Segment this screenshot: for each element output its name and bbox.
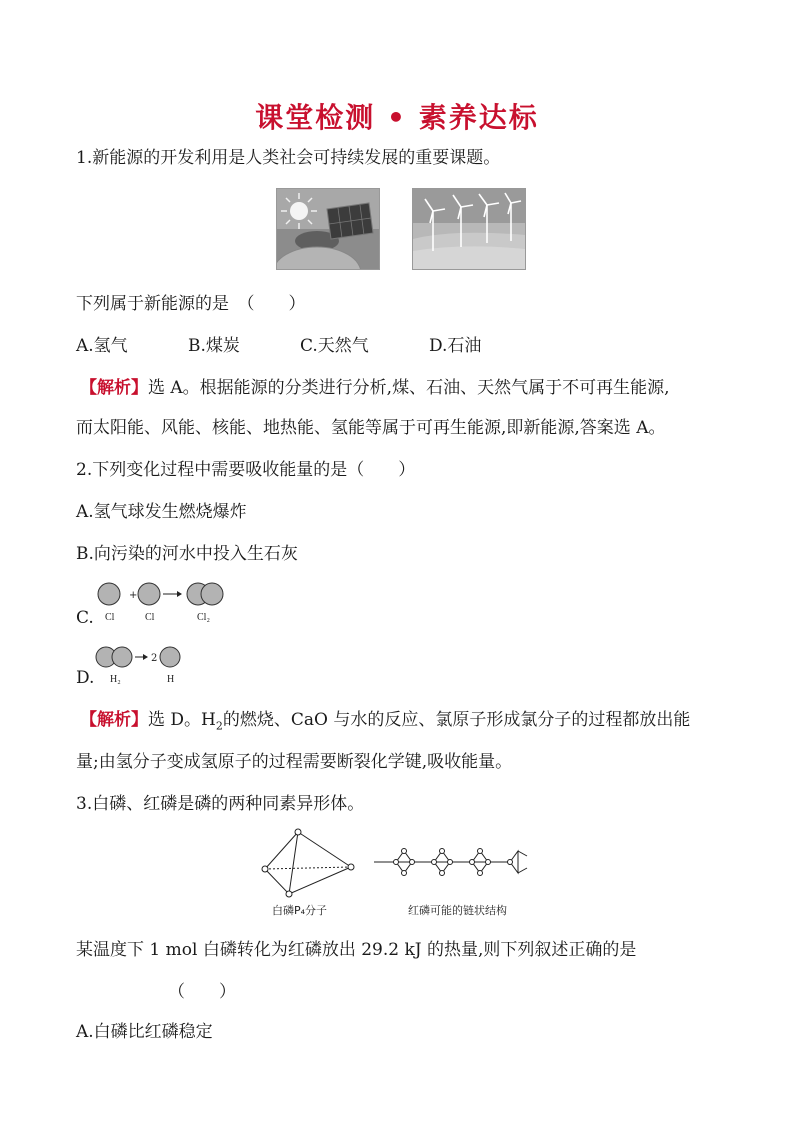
red-phosphorus-chain-diagram (372, 842, 537, 920)
cl-atom-label-2: Cl (145, 612, 155, 623)
q2-analysis-line1 (80, 708, 690, 738)
page-title: 课堂检测 • 素养达标 (255, 101, 539, 134)
q1-options (76, 334, 481, 358)
q3-stem: 3.白磷、红磷是磷的两种同素异形体。 (76, 794, 365, 814)
red-phosphorus-caption: 红磷可能的链状结构 (408, 904, 507, 917)
q3-question: 某温度下 1 mol 白磷转化为红磷放出 29.2 kJ 的热量,则下列叙述正确的是 (76, 940, 637, 960)
q2-analysis-b: 的燃烧、CaO 与水的反应、氯原子形成氯分子的过程都放出能 (222, 710, 691, 730)
q1-option-d: D.石油 (429, 336, 482, 356)
q2-analysis-subscript: 2 (215, 719, 223, 733)
q1-option-a: A.氢气 (76, 336, 128, 356)
q3-answer-bracket: （ ） (168, 982, 236, 1002)
plus-sign: + (129, 590, 138, 601)
hydrogen-bond-diagram (93, 644, 193, 686)
q2-option-c-label: C. (76, 608, 94, 628)
h-atom-label: H (167, 674, 175, 685)
q1-analysis-line2: 而太阳能、风能、核能、地热能、氢能等属于可再生能源,即新能源,答案选 A。 (76, 418, 666, 438)
analysis-tag: 【解析】 (80, 378, 148, 398)
cl-atom-label-1: Cl (105, 612, 115, 623)
chlorine-bond-diagram (95, 580, 235, 624)
q1-question: 下列属于新能源的是 （ ） (76, 294, 306, 314)
q2-analysis-a: 选 D。H (148, 710, 216, 730)
q2-option-b: B.向污染的河水中投入生石灰 (76, 544, 298, 564)
q1-option-c: C.天然气 (300, 336, 369, 356)
wind-turbine-photo (412, 188, 526, 270)
q1-analysis-line1 (80, 376, 670, 400)
analysis-tag: 【解析】 (80, 710, 148, 730)
q2-option-a: A.氢气球发生燃烧爆炸 (76, 502, 247, 522)
solar-panel-photo (276, 188, 380, 270)
h2-molecule-label: H₂ (110, 674, 121, 685)
q1-stem: 1.新能源的开发利用是人类社会可持续发展的重要课题。 (76, 148, 501, 168)
white-phosphorus-caption: 白磷P₄分子 (272, 904, 328, 917)
coefficient-two: 2 (151, 653, 158, 664)
q2-option-d-label: D. (76, 668, 95, 688)
q2-stem: 2.下列变化过程中需要吸收能量的是（ ） (76, 460, 416, 480)
q2-analysis-line2: 量;由氢分子变成氢原子的过程需要断裂化学键,吸收能量。 (76, 752, 513, 772)
white-phosphorus-p4-diagram (258, 826, 358, 920)
q3-option-a: A.白磷比红磷稳定 (76, 1022, 213, 1042)
cl2-molecule-label: Cl₂ (197, 612, 210, 623)
q1-analysis-text: 选 A。根据能源的分类进行分析,煤、石油、天然气属于不可再生能源, (148, 378, 670, 398)
q1-option-b: B.煤炭 (188, 336, 240, 356)
